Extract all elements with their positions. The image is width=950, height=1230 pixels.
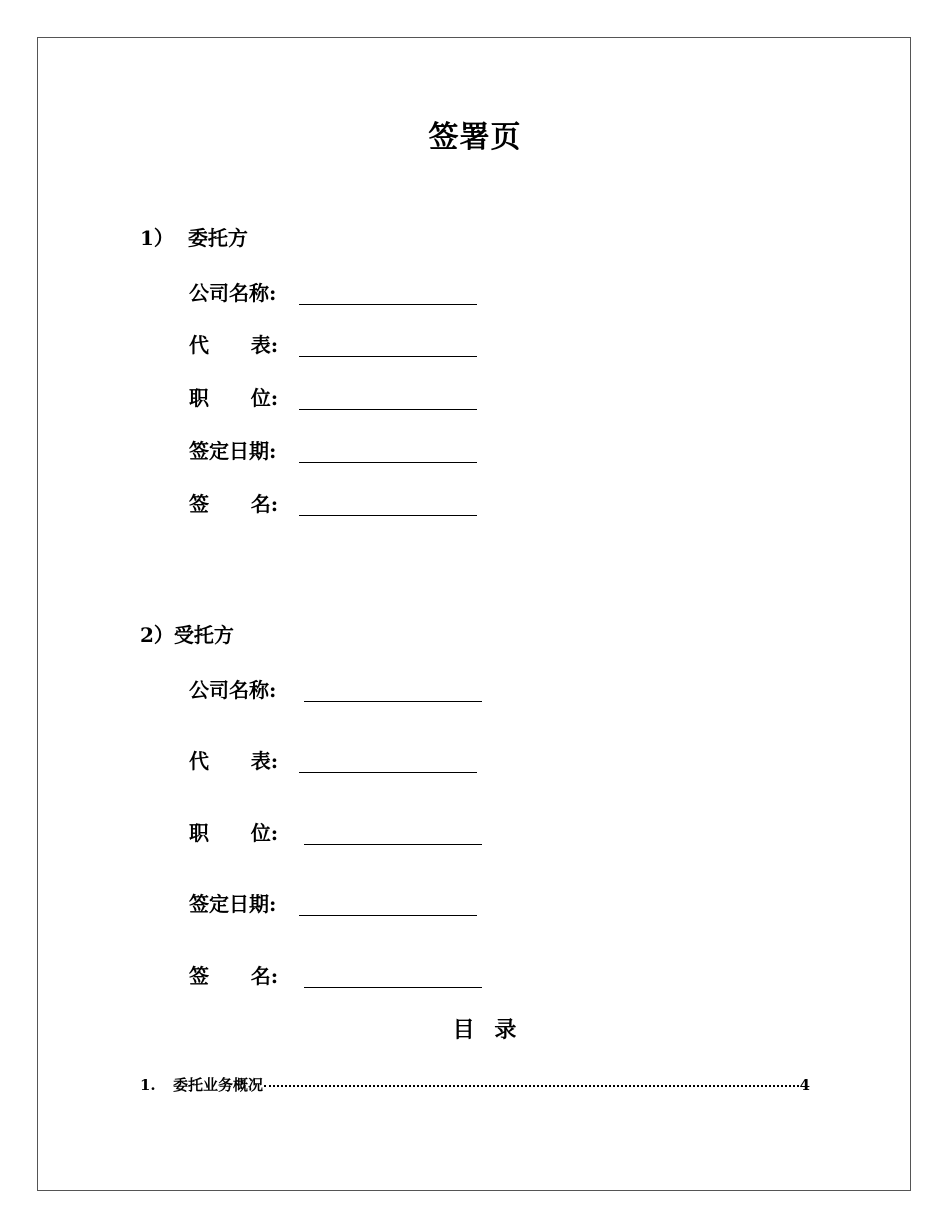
agent-representative-blank[interactable] bbox=[299, 750, 477, 773]
principal-signature-field bbox=[189, 490, 477, 516]
agent-representative-label: 代 表: bbox=[189, 749, 279, 773]
agent-sign-date-field bbox=[189, 890, 477, 916]
principal-representative-label: 代 表: bbox=[189, 333, 279, 357]
principal-sign-date-label: 签定日期: bbox=[189, 439, 277, 463]
toc-entry-number: 1. bbox=[140, 1076, 156, 1094]
principal-position-blank[interactable] bbox=[299, 387, 477, 410]
agent-signature-blank[interactable] bbox=[304, 965, 482, 988]
agent-heading: 2）受托方 bbox=[140, 623, 234, 647]
principal-company-name-blank[interactable] bbox=[299, 282, 477, 305]
agent-position-blank[interactable] bbox=[304, 822, 482, 845]
principal-sign-date-field bbox=[189, 437, 477, 463]
principal-representative-field bbox=[189, 331, 477, 357]
agent-company-name-label: 公司名称: bbox=[189, 678, 277, 702]
principal-company-name-field bbox=[189, 279, 477, 305]
toc-dot-leader bbox=[264, 1085, 799, 1087]
principal-signature-label: 签 名: bbox=[189, 492, 279, 516]
agent-sign-date-blank[interactable] bbox=[299, 893, 477, 916]
principal-heading: 1） 委托方 bbox=[140, 226, 248, 250]
principal-representative-blank[interactable] bbox=[299, 334, 477, 357]
agent-position-label: 职 位: bbox=[189, 821, 279, 845]
principal-company-name-label: 公司名称: bbox=[189, 281, 277, 305]
agent-signature-label: 签 名: bbox=[189, 964, 279, 988]
toc-entry[interactable] bbox=[140, 1074, 810, 1095]
agent-company-name-field bbox=[189, 676, 482, 702]
agent-signature-field bbox=[189, 962, 482, 988]
principal-sign-date-blank[interactable] bbox=[299, 440, 477, 463]
agent-sign-date-label: 签定日期: bbox=[189, 892, 277, 916]
toc-entry-page: 4 bbox=[799, 1076, 810, 1094]
agent-representative-field bbox=[189, 747, 477, 773]
principal-signature-blank[interactable] bbox=[299, 493, 477, 516]
principal-position-label: 职 位: bbox=[189, 386, 279, 410]
page-title: 签署页 bbox=[428, 120, 522, 155]
agent-company-name-blank[interactable] bbox=[304, 679, 482, 702]
toc-title: 目 录 bbox=[452, 1017, 523, 1043]
principal-position-field bbox=[189, 384, 477, 410]
toc-entry-text: 委托业务概况 bbox=[173, 1076, 264, 1094]
agent-position-field bbox=[189, 819, 482, 845]
